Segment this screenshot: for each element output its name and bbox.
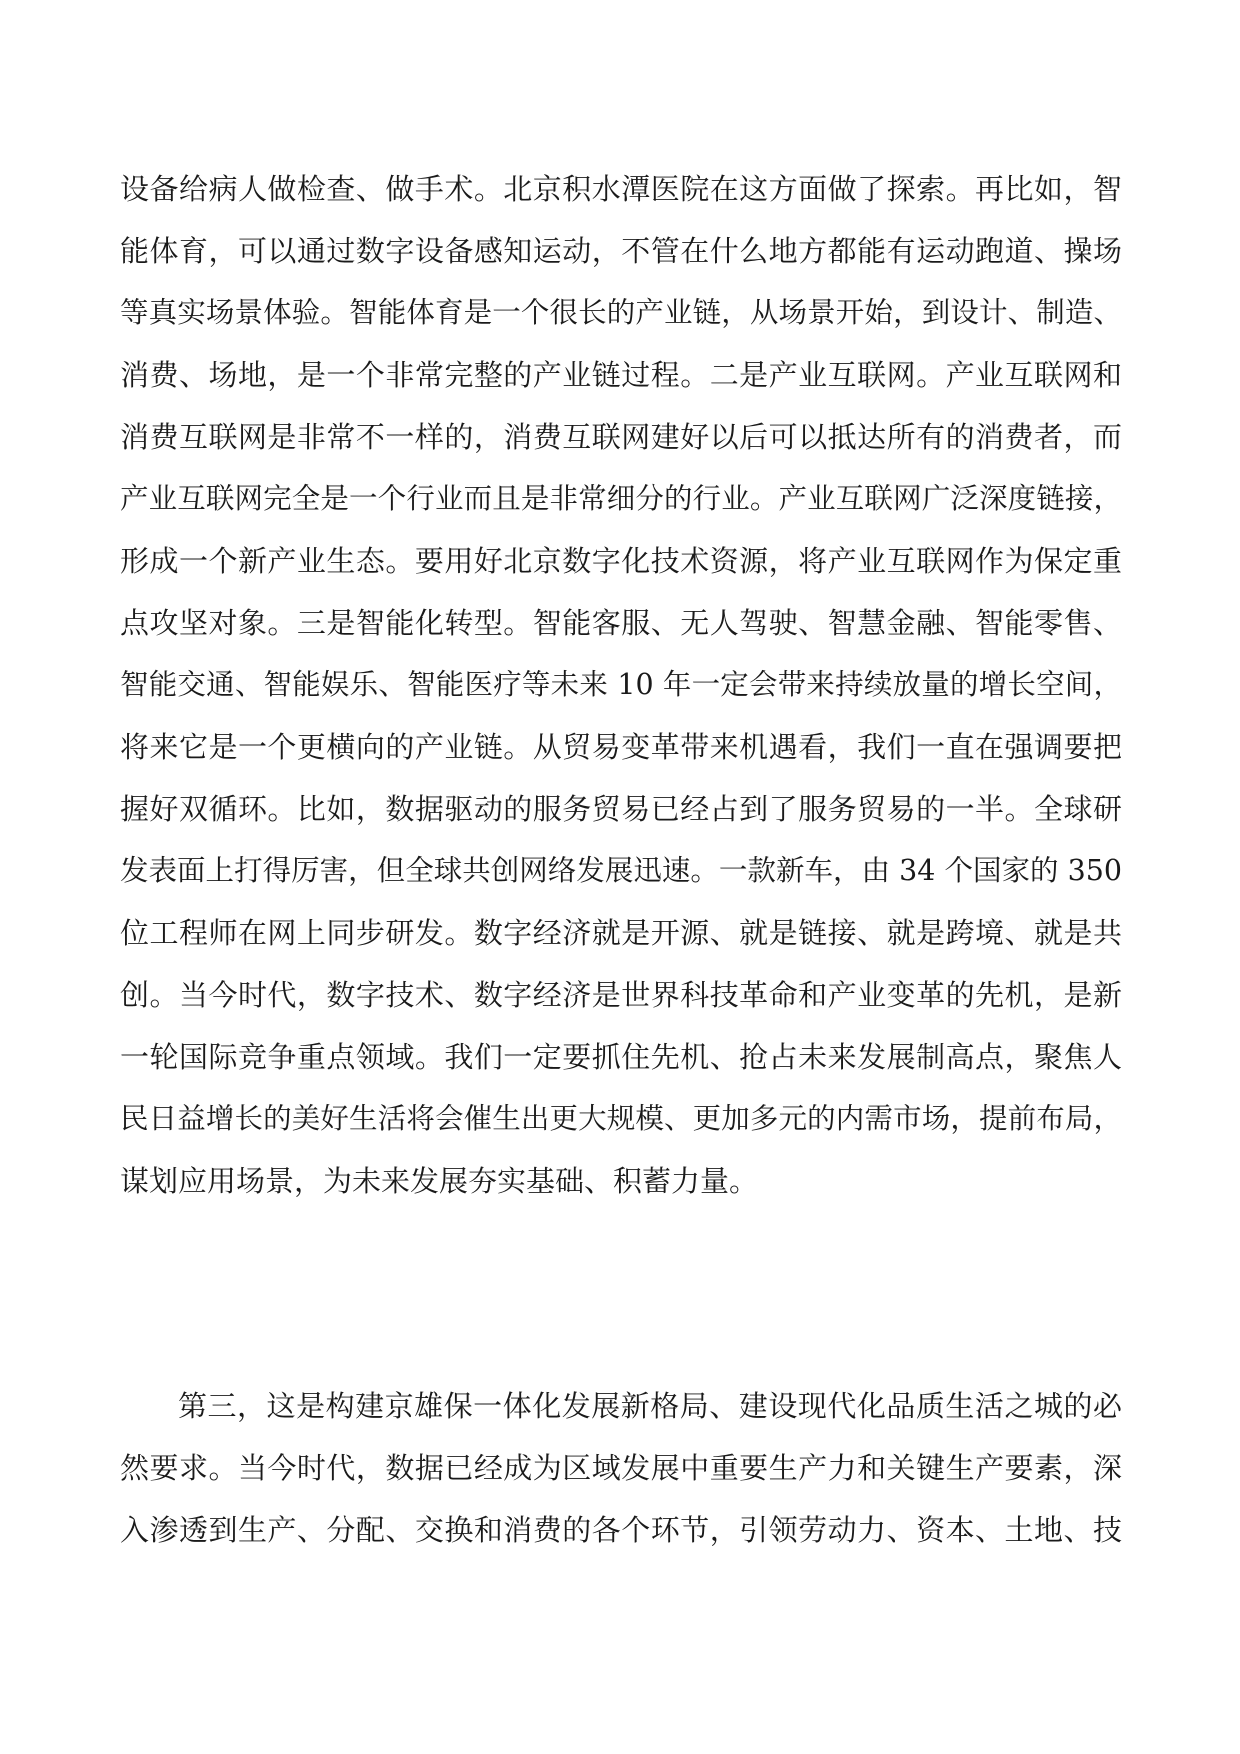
text-line: 入渗透到生产、分配、交换和消费的各个环节，引领劳动力、资本、土地、技	[120, 1513, 1122, 1547]
text-line: 第三，这是构建京雄保一体化发展新格局、建设现代化品质生活之城的必	[178, 1389, 1122, 1423]
text-line: 设备给病人做检查、做手术。北京积水潭医院在这方面做了探索。再比如，智	[120, 172, 1122, 206]
text-line: 产业互联网完全是一个行业而且是非常细分的行业。产业互联网广泛深度链接，	[120, 482, 1122, 515]
text-line: 创。当今时代，数字技术、数字经济是世界科技革命和产业变革的先机，是新	[120, 978, 1122, 1012]
text-line: 民日益增长的美好生活将会催生出更大规模、更加多元的内需市场，提前布局，	[120, 1102, 1122, 1135]
paragraph-third-point	[120, 1375, 1122, 1561]
text-line: 消费互联网是非常不一样的，消费互联网建好以后可以抵达所有的消费者，而	[120, 420, 1122, 454]
text-line: 将来它是一个更横向的产业链。从贸易变革带来机遇看，我们一直在强调要把	[120, 730, 1122, 764]
text-line: 发表面上打得厉害，但全球共创网络发展迅速。一款新车，由 34 个国家的 350	[120, 854, 1122, 887]
text-line: 能体育，可以通过数字设备感知运动，不管在什么地方都能有运动跑道、操场	[120, 234, 1122, 268]
text-line: 智能交通、智能娱乐、智能医疗等未来 10 年一定会带来持续放量的增长空间，	[120, 668, 1122, 701]
text-line: 一轮国际竞争重点领域。我们一定要抓住先机、抢占未来发展制高点，聚焦人	[120, 1040, 1122, 1074]
text-line: 消费、场地，是一个非常完整的产业链过程。二是产业互联网。产业互联网和	[120, 358, 1122, 392]
text-line: 握好双循环。比如，数据驱动的服务贸易已经占到了服务贸易的一半。全球研	[120, 792, 1122, 826]
text-line: 点攻坚对象。三是智能化转型。智能客服、无人驾驶、智慧金融、智能零售、	[120, 606, 1122, 640]
paragraph-digital-economy	[120, 158, 1122, 1212]
text-line: 谋划应用场景，为未来发展夯实基础、积蓄力量。	[120, 1164, 759, 1198]
text-line: 形成一个新产业生态。要用好北京数字化技术资源，将产业互联网作为保定重	[120, 544, 1122, 578]
text-line: 等真实场景体验。智能体育是一个很长的产业链，从场景开始，到设计、制造、	[120, 296, 1122, 329]
text-line: 位工程师在网上同步研发。数字经济就是开源、就是链接、就是跨境、就是共	[120, 916, 1122, 950]
text-line: 然要求。当今时代，数据已经成为区域发展中重要生产力和关键生产要素，深	[120, 1451, 1122, 1485]
